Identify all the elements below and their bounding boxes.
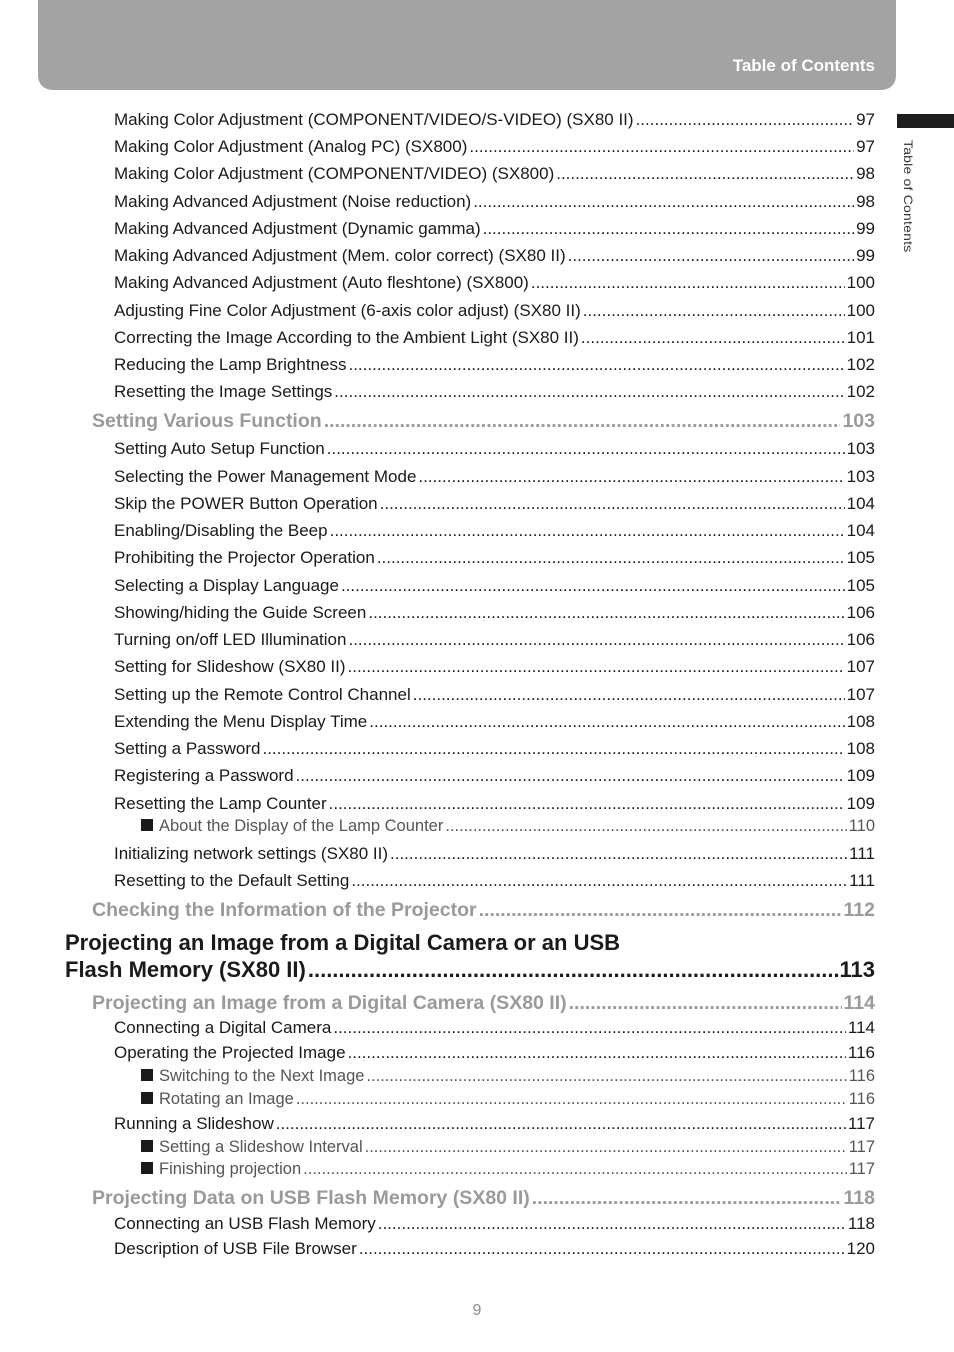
toc-entry-text: Switching to the Next Image [159, 1067, 365, 1085]
toc-page-number: 104 [846, 521, 875, 540]
toc-subitem[interactable] [141, 1160, 875, 1179]
toc-item[interactable] [114, 630, 875, 650]
toc-entry-text: Setting a Slideshow Interval [159, 1138, 363, 1156]
toc-entry-text: Selecting a Display Language [114, 576, 339, 595]
toc-entry-text: Resetting the Lamp Counter [114, 794, 327, 813]
toc-entry-text: Finishing projection [159, 1160, 302, 1178]
toc-page-number: 111 [849, 871, 875, 890]
leader-dots [366, 1067, 846, 1086]
toc-page-number: 102 [846, 355, 875, 374]
toc-page-number: 97 [856, 110, 875, 129]
toc-entry-title [114, 467, 416, 487]
leader-dots [296, 766, 845, 786]
toc-item[interactable] [114, 1114, 875, 1134]
toc-page-number: 117 [848, 1138, 875, 1156]
toc-page-number: 97 [856, 137, 875, 156]
header-band [38, 0, 896, 90]
toc-entry-title [114, 794, 327, 814]
toc-entry-text: Setting Various Function [92, 410, 322, 432]
toc-entry-text: Operating the Projected Image [114, 1043, 346, 1062]
toc-entry-text: Prohibiting the Projector Operation [114, 548, 375, 567]
toc-entry-title [114, 1214, 376, 1234]
toc-item[interactable] [114, 844, 875, 864]
toc-entry-title [114, 110, 634, 130]
toc-page-number: 112 [843, 899, 875, 921]
toc-entry-title [114, 844, 388, 864]
toc-entry-title [114, 328, 579, 348]
leader-dots [365, 1138, 847, 1157]
leader-dots [390, 844, 847, 864]
toc-entry-title [114, 382, 332, 402]
square-bullet-icon [141, 1162, 153, 1174]
leader-dots [276, 1114, 846, 1134]
toc-page-number: 118 [847, 1214, 875, 1233]
leader-dots [413, 685, 845, 705]
leader-dots [418, 467, 844, 487]
toc-entry-text: Connecting a Digital Camera [114, 1018, 332, 1037]
toc-entry-title [141, 1160, 301, 1179]
toc-entry-text: Initializing network settings (SX80 II) [114, 844, 389, 863]
toc-entry-title [114, 192, 471, 212]
toc-entry-title [114, 548, 375, 568]
toc-item[interactable] [114, 739, 875, 759]
leader-dots [348, 657, 845, 677]
toc-entry-text: Registering a Password [114, 766, 294, 785]
toc-entry-text: Description of USB File Browser [114, 1239, 357, 1258]
toc-page-number: 116 [847, 1043, 875, 1062]
toc-page-number: 101 [846, 328, 875, 347]
section-title-entry[interactable] [65, 957, 875, 983]
toc-item[interactable] [114, 685, 875, 705]
toc-entry-text: Making Advanced Adjustment (Noise reduction) [114, 192, 472, 211]
leader-dots [296, 1090, 847, 1109]
toc-entry-title [114, 1114, 274, 1134]
toc-page-number: 108 [846, 739, 875, 758]
leader-dots [380, 494, 845, 514]
toc-entry-text: Showing/hiding the Guide Screen [114, 603, 367, 622]
leader-dots [583, 301, 845, 321]
toc-item[interactable] [114, 576, 875, 596]
toc-page-number: 107 [846, 657, 875, 676]
toc-subitem[interactable] [141, 1090, 875, 1109]
toc-page-number: 116 [848, 1090, 875, 1108]
leader-dots [348, 355, 844, 375]
toc-item[interactable] [114, 766, 875, 786]
toc-entry-title [114, 712, 367, 732]
leader-dots [378, 1214, 846, 1234]
square-bullet-icon [141, 1140, 153, 1152]
toc-entry-text: Enabling/Disabling the Beep [114, 521, 328, 540]
leader-dots [532, 1187, 842, 1210]
toc-entry-title [114, 1239, 357, 1259]
leader-dots [569, 992, 842, 1015]
toc-entry-title [114, 219, 481, 239]
toc-item[interactable] [114, 355, 875, 375]
toc-heading[interactable] [92, 992, 875, 1015]
toc-entry-title [141, 817, 443, 836]
toc-entry-text: About the Display of the Lamp Counter [159, 817, 444, 835]
toc-item[interactable] [114, 246, 875, 266]
toc-entry-text: Making Advanced Adjustment (Dynamic gamma) [114, 219, 481, 238]
toc-item[interactable] [114, 657, 875, 677]
toc-entry-title [114, 137, 467, 157]
side-tab-label: Table of Contents [901, 140, 915, 253]
toc-entry-title [114, 521, 328, 541]
toc-entry-title [114, 657, 346, 677]
toc-page-number: 114 [843, 992, 875, 1014]
toc-entry-text: Checking the Information of the Projector [92, 899, 477, 921]
toc-entry-title [92, 410, 322, 433]
toc-page-number: 105 [846, 576, 875, 595]
leader-dots [636, 110, 855, 130]
toc-entry-text: Turning on/off LED Illumination [114, 630, 347, 649]
toc-page-number: 103 [846, 439, 875, 458]
leader-dots [359, 1239, 845, 1259]
leader-dots [324, 410, 841, 433]
toc-entry-text: Setting up the Remote Control Channel [114, 685, 411, 704]
toc-subitem[interactable] [141, 1138, 875, 1157]
toc-entry-text: Resetting the Image Settings [114, 382, 333, 401]
section-page-number: 113 [839, 957, 875, 982]
toc-entry-title [114, 246, 566, 266]
toc-page-number: 117 [848, 1160, 875, 1178]
toc-item[interactable] [114, 794, 875, 814]
toc-page-number: 109 [846, 766, 875, 785]
toc-entry-title [114, 355, 346, 375]
toc-entry-text: Reducing the Lamp Brightness [114, 355, 347, 374]
toc-page-number: 106 [846, 603, 875, 622]
toc-entry-text: Extending the Menu Display Time [114, 712, 368, 731]
leader-dots [483, 219, 854, 239]
toc-item[interactable] [114, 871, 875, 891]
leader-dots [473, 192, 854, 212]
toc-entry-title [114, 739, 260, 759]
section-title-line2: Flash Memory (SX80 II) [65, 957, 306, 982]
toc-item[interactable] [114, 164, 875, 184]
leader-dots [351, 871, 847, 891]
toc-item[interactable] [114, 439, 875, 459]
toc-item[interactable] [114, 521, 875, 541]
toc-item[interactable] [114, 712, 875, 732]
toc-entry-title [114, 301, 581, 321]
toc-item[interactable] [114, 603, 875, 623]
toc-entry-text: Making Advanced Adjustment (Auto fleshtone) (SX800) [114, 273, 529, 292]
toc-item[interactable] [114, 137, 875, 157]
toc-heading[interactable] [92, 899, 875, 922]
toc-subitem[interactable] [141, 1067, 875, 1086]
side-tab-marker [897, 114, 954, 128]
toc-page-number: 118 [843, 1187, 875, 1209]
leader-dots [469, 137, 854, 157]
leader-dots [377, 548, 845, 568]
leader-dots [445, 817, 846, 836]
toc-entry-title [114, 1043, 346, 1063]
toc-page-number: 106 [846, 630, 875, 649]
toc-entry-title [92, 992, 567, 1015]
toc-item[interactable] [114, 382, 875, 402]
header-title: Table of Contents [732, 56, 875, 75]
leader-dots [329, 794, 845, 814]
toc-entry-title [114, 603, 366, 623]
toc-entry-title [114, 630, 346, 650]
toc-item[interactable] [114, 301, 875, 321]
square-bullet-icon [141, 1069, 153, 1081]
toc-page-number: 108 [846, 712, 875, 731]
leader-dots [369, 712, 844, 732]
toc-item[interactable] [114, 219, 875, 239]
leader-dots [303, 1160, 847, 1179]
toc-entry-title [141, 1067, 364, 1086]
toc-entry-text: Making Color Adjustment (COMPONENT/VIDEO) (SX800) [114, 164, 555, 183]
leader-dots [327, 439, 845, 459]
toc-item[interactable] [114, 548, 875, 568]
toc-item[interactable] [114, 1043, 875, 1063]
toc-item[interactable] [114, 1214, 875, 1234]
toc-item[interactable] [114, 328, 875, 348]
toc-page-number: 98 [856, 192, 875, 211]
toc-page-number: 111 [849, 844, 875, 863]
toc-page-number: 104 [846, 494, 875, 513]
toc-entry-text: Setting a Password [114, 739, 261, 758]
toc-page-number: 110 [848, 817, 875, 835]
toc-entry-text: Running a Slideshow [114, 1114, 274, 1133]
toc-page-number: 99 [856, 219, 875, 238]
toc-page-number: 99 [856, 246, 875, 265]
leader-dots [262, 739, 844, 759]
toc-entry-text: Setting Auto Setup Function [114, 439, 325, 458]
toc-entry-title [92, 899, 477, 922]
toc-entry-title [114, 1018, 331, 1038]
toc-page-number: 107 [846, 685, 875, 704]
leader-dots [368, 603, 844, 623]
toc-entry-title [114, 685, 411, 705]
toc-item[interactable] [114, 192, 875, 212]
toc-entry-title [114, 576, 339, 596]
toc-entry-text: Setting for Slideshow (SX80 II) [114, 657, 346, 676]
toc-item[interactable] [114, 467, 875, 487]
toc-entry-text: Projecting an Image from a Digital Camera (SX80 II) [92, 992, 567, 1014]
toc-page-number: 103 [846, 467, 875, 486]
leader-dots [348, 1043, 846, 1063]
toc-heading[interactable] [92, 410, 875, 433]
toc-entry-title [141, 1090, 294, 1109]
toc-page-number: 100 [846, 301, 875, 320]
toc-item[interactable] [114, 494, 875, 514]
leader-dots [568, 246, 854, 266]
square-bullet-icon [141, 1092, 153, 1104]
page-number: 9 [472, 1302, 482, 1319]
leader-dots [581, 328, 845, 348]
leader-dots [341, 576, 845, 596]
toc-item[interactable] [114, 1018, 875, 1038]
toc-entry-text: Selecting the Power Management Mode [114, 467, 417, 486]
leader-dots [330, 521, 845, 541]
leader-dots [334, 382, 844, 402]
toc-item[interactable] [114, 110, 875, 130]
toc-page-number: 105 [846, 548, 875, 567]
toc-entry-text: Correcting the Image According to the Ambient Light (SX80 II) [114, 328, 579, 347]
toc-entry-title [114, 439, 325, 459]
toc-page-number: 100 [846, 273, 875, 292]
square-bullet-icon [141, 819, 153, 831]
toc-entry-title [114, 871, 349, 891]
toc-page-number: 103 [842, 410, 875, 432]
leader-dots [308, 957, 838, 983]
toc-entry-title [114, 164, 554, 184]
toc-entry-title [114, 273, 529, 293]
toc-entry-text: Adjusting Fine Color Adjustment (6-axis color adjust) (SX80 II) [114, 301, 581, 320]
toc-entry-title [92, 1187, 530, 1210]
toc-page-number: 98 [856, 164, 875, 183]
toc-entry-text: Rotating an Image [159, 1090, 294, 1108]
leader-dots [556, 164, 854, 184]
toc-entry-text: Making Advanced Adjustment (Mem. color correct) (SX80 II) [114, 246, 566, 265]
toc-entry-text: Making Color Adjustment (Analog PC) (SX800) [114, 137, 468, 156]
toc-page-number: 117 [847, 1114, 875, 1133]
toc-entry-title [114, 766, 294, 786]
toc-item[interactable] [114, 273, 875, 293]
toc-subitem[interactable] [141, 817, 875, 836]
toc-page-number: 120 [846, 1239, 875, 1258]
toc-entry-text: Projecting Data on USB Flash Memory (SX80 II) [92, 1187, 530, 1209]
toc-entry-title [141, 1138, 363, 1157]
toc-item[interactable] [114, 1239, 875, 1259]
toc-entry-text: Connecting an USB Flash Memory [114, 1214, 376, 1233]
leader-dots [531, 273, 845, 293]
toc-page-number: 109 [846, 794, 875, 813]
toc-page-number: 102 [846, 382, 875, 401]
toc-heading[interactable] [92, 1187, 875, 1210]
toc-entry-title [114, 494, 378, 514]
section-title-line1: Projecting an Image from a Digital Camera or an USB [65, 930, 621, 955]
toc-page-number: 116 [848, 1067, 875, 1085]
toc-entry-text: Resetting to the Default Setting [114, 871, 350, 890]
leader-dots [333, 1018, 846, 1038]
toc-entry-text: Skip the POWER Button Operation [114, 494, 378, 513]
toc-page-number: 114 [847, 1018, 875, 1037]
toc-entry-text: Making Color Adjustment (COMPONENT/VIDEO/S-VIDEO) (SX80 II) [114, 110, 634, 129]
leader-dots [479, 899, 842, 922]
leader-dots [348, 630, 844, 650]
